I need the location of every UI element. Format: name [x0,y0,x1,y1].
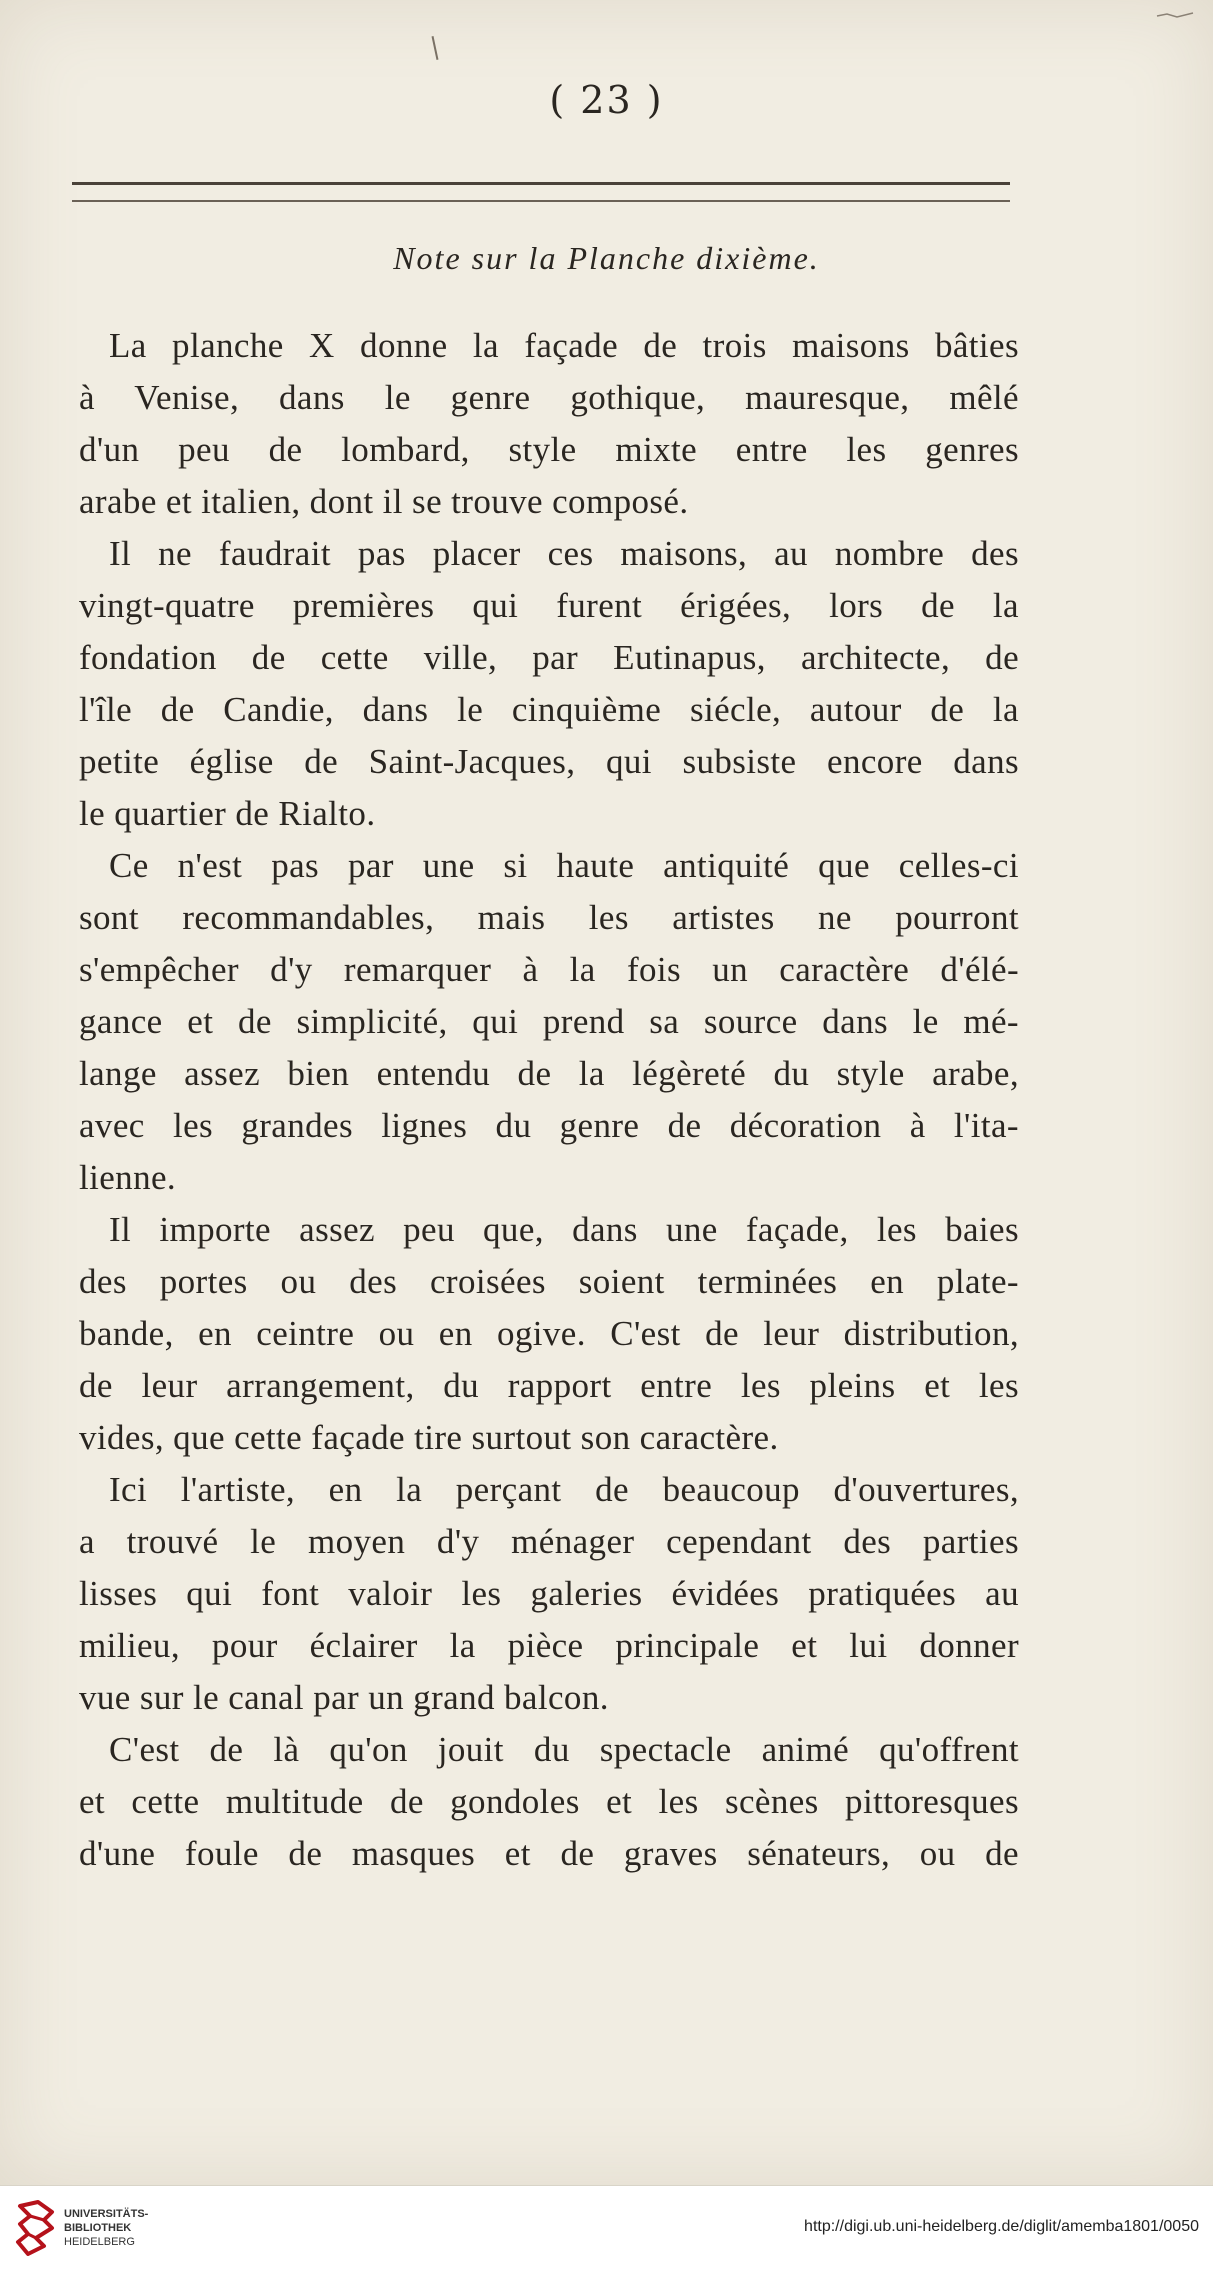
text-line: vingt-quatre premières qui furent érigées, lors de la [79,586,1019,625]
paragraph [79,1724,1019,1880]
text-line: gance et de simplicité, qui prend sa source dans le mé- [79,1002,1019,1041]
text-line: Ce n'est pas par une si haute antiquité que celles-ci [109,846,1019,885]
text-line: des portes ou des croisées soient terminées en plate- [79,1262,1019,1301]
body-text [79,320,1019,1880]
text-line: de leur arrangement, du rapport entre les pleins et les [79,1366,1019,1405]
text-line: lange assez bien entendu de la légèreté du style arabe, [79,1054,1019,1093]
text-line: à Venise, dans le genre gothique, mauresque, mêlé [79,378,1019,417]
paragraph [79,320,1019,528]
text-line: lisses qui font valoir les galeries évidées pratiquées au [79,1574,1019,1613]
text-line: vue sur le canal par un grand balcon. [79,1678,609,1717]
text-line: arabe et italien, dont il se trouve composé. [79,482,689,521]
text-line: l'île de Candie, dans le cinquième siécle, autour de la [79,690,1019,729]
library-name-line: UNIVERSITÄTS- [64,2208,149,2220]
text-line: et cette multitude de gondoles et les scènes pittoresques [79,1782,1019,1821]
text-line: C'est de là qu'on jouit du spectacle animé qu'offrent [109,1730,1019,1769]
text-line: Ici l'artiste, en la perçant de beaucoup d'ouvertures, [109,1470,1019,1509]
paragraph [79,1464,1019,1724]
source-url-link[interactable]: http://digi.ub.uni-heidelberg.de/diglit/amemba1801/0050 [804,2218,1199,2235]
text-line: La planche X donne la façade de trois maisons bâties [109,326,1019,365]
library-name-line: HEIDELBERG [64,2236,135,2248]
text-line: avec les grandes lignes du genre de décoration à l'ita- [79,1106,1019,1145]
university-library-logo-icon [14,2198,58,2258]
text-line: lienne. [79,1158,177,1197]
paragraph [79,528,1019,840]
text-line: milieu, pour éclairer la pièce principale et lui donner [79,1626,1019,1665]
paragraph [79,1204,1019,1464]
header-rule-thin [72,200,1010,202]
text-line: petite église de Saint-Jacques, qui subsiste encore dans [79,742,1019,781]
library-name [64,2207,148,2249]
header-rule-thick [72,182,1010,185]
text-line: s'empêcher d'y remarquer à la fois un caractère d'élé- [79,950,1019,989]
page-number: ( 23 ) [549,78,664,122]
text-line: fondation de cette ville, par Eutinapus, architecte, de [79,638,1019,677]
corner-smudge-mark [1155,10,1195,20]
text-line: d'un peu de lombard, style mixte entre les genres [79,430,1019,469]
paragraph [79,840,1019,1204]
text-line: a trouvé le moyen d'y ménager cependant des parties [79,1522,1019,1561]
text-line: le quartier de Rialto. [79,794,376,833]
library-name-line: BIBLIOTHEK [64,2222,132,2234]
footer-bar [0,2185,1213,2271]
text-line: Il ne faudrait pas placer ces maisons, au nombre des [109,534,1019,573]
pencil-tick-mark [432,36,439,60]
text-line: vides, que cette façade tire surtout son caractère. [79,1418,779,1457]
text-line: bande, en ceintre ou en ogive. C'est de leur distribution, [79,1314,1019,1353]
note-title: Note sur la Planche dixième. [393,240,820,276]
text-line: Il importe assez peu que, dans une façade, les baies [109,1210,1019,1249]
text-line: d'une foule de masques et de graves sénateurs, ou de [79,1834,1019,1873]
text-line: sont recommandables, mais les artistes ne pourront [79,898,1019,937]
